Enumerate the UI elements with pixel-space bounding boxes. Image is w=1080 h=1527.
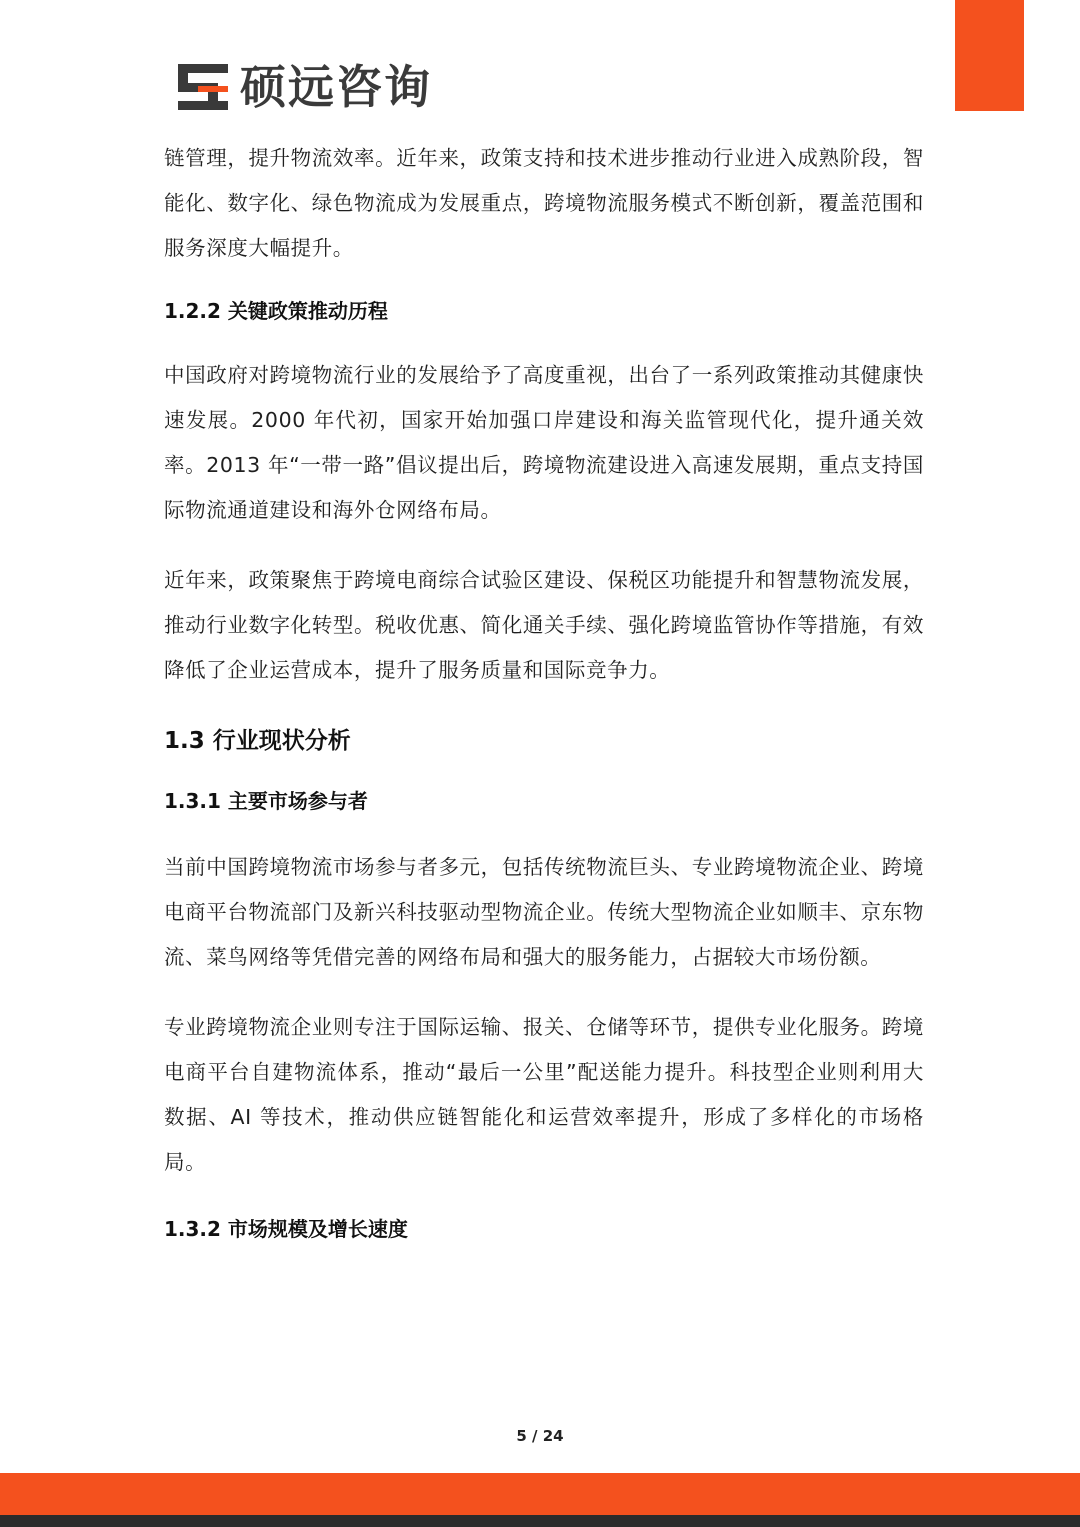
logo-mark-icon xyxy=(178,64,228,110)
footer-accent-bar xyxy=(0,1473,1080,1515)
paragraph-1-2-2-a: 中国政府对跨境物流行业的发展给予了高度重视，出台了一系列政策推动其健康快速发展。2000 年代初，国家开始加强口岸建设和海关监管现代化，提升通关效率。2013 年“一带一路”倡议提出后，跨境物流建设进入高速发展期，重点支持国际物流通道建设和海外仓网络布局。 xyxy=(164,363,924,522)
heading-1-2-2: 1.2.2 关键政策推动历程 xyxy=(164,299,388,323)
document-content xyxy=(164,136,924,1243)
paragraph-1-3-1-a: 当前中国跨境物流市场参与者多元，包括传统物流巨头、专业跨境物流企业、跨境电商平台物流部门及新兴科技驱动型物流企业。传统大型物流企业如顺丰、京东物流、菜鸟网络等凭借完善的网络布局和强大的服务能力，占据较大市场份额。 xyxy=(164,855,924,969)
heading-1-3: 1.3 行业现状分析 xyxy=(164,728,351,754)
intro-paragraph: 链管理，提升物流效率。近年来，政策支持和技术进步推动行业进入成熟阶段，智能化、数字化、绿色物流成为发展重点，跨境物流服务模式不断创新，覆盖范围和服务深度大幅提升。 xyxy=(164,146,924,260)
paragraph-1-3-1-b: 专业跨境物流企业则专注于国际运输、报关、仓储等环节，提供专业化服务。跨境电商平台自建物流体系，推动“最后一公里”配送能力提升。科技型企业则利用大数据、AI 等技术，推动供应链智能化和运营效率提升，形成了多样化的市场格局。 xyxy=(164,1015,924,1174)
page-number: 5 / 24 xyxy=(516,1427,564,1445)
paragraph-1-2-2-b: 近年来，政策聚焦于跨境电商综合试验区建设、保税区功能提升和智慧物流发展，推动行业数字化转型。税收优惠、简化通关手续、强化跨境监管协作等措施，有效降低了企业运营成本，提升了服务质量和国际竞争力。 xyxy=(164,568,924,682)
logo-text: 硕远咨询 xyxy=(240,60,432,114)
company-logo xyxy=(178,60,432,114)
footer-dark-strip xyxy=(0,1515,1080,1527)
heading-1-3-1: 1.3.1 主要市场参与者 xyxy=(164,789,368,813)
corner-accent-block xyxy=(955,0,1024,111)
heading-1-3-2: 1.3.2 市场规模及增长速度 xyxy=(164,1217,408,1241)
